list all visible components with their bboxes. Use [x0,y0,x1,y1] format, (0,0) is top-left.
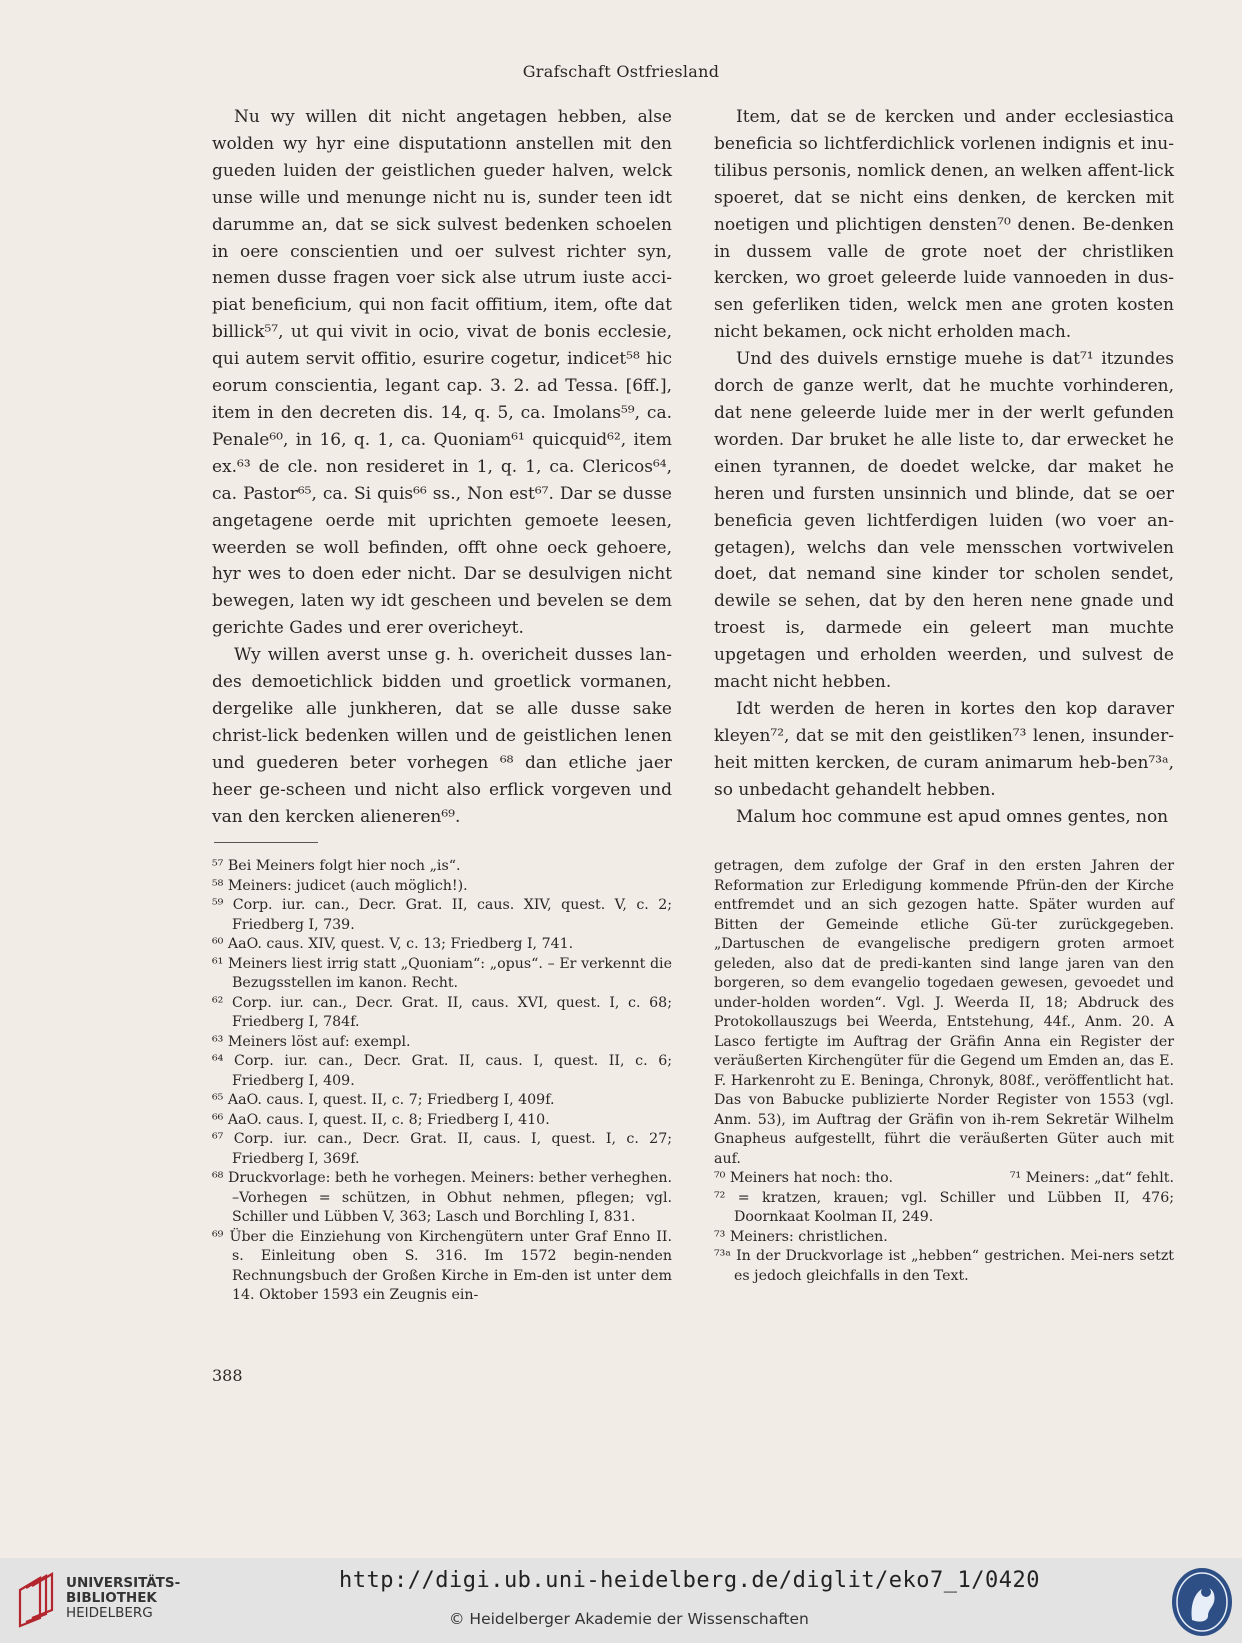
copyright-notice: © Heidelberger Akademie der Wissenschaften [449,1610,809,1628]
footnote: ⁷³ᵃ In der Druckvorlage ist „hebben“ gestrichen. Mei-ners setzt es jedoch gleichfalls in den Text. [714,1248,1174,1284]
paragraph: Malum hoc commune est apud omnes gentes, non [736,806,1169,827]
footnotes-left [212,857,672,1306]
footnote: ⁷² = kratzen, krauen; vgl. Schiller und Lübben II, 476; Doornkaat Koolman II, 249. [714,1189,1174,1225]
footnote: ⁷¹ Meiners: „dat“ fehlt. [1009,1170,1174,1186]
footnote: ⁶⁷ Corp. iur. can., Decr. Grat. II, caus. I, quest. I, c. 27; Friedberg I, 369f. [212,1131,672,1167]
paragraph: Wy willen averst unse g. h. overicheit dusses lan-des demoetichlick bidden und groetlick vormanen, dergelike alle junkheren, dat se alle dusse sake christ-lick bedenken willen und de geistlichen lenen und guederen beter vorhegen ⁶⁸ dan etliche jaer heer ge-scheen und nicht also erflick vorgeven und van den kercken alieneren⁶⁹. [212,645,672,827]
logo-line: HEIDELBERG [66,1605,153,1621]
footnote: ⁶² Corp. iur. can., Decr. Grat. II, caus. XVI, quest. I, c. 68; Friedberg I, 784f. [212,994,672,1030]
footnote-continuation: getragen, dem zufolge der Graf in den ersten Jahren der Reformation zur Erledigung kommende Pfrün-den der Kirche entfremdet und an sich gezogen hatte. Später wurden auf Bitten der Gemeinde etliche Gü-ter zurückgegeben. „Dartuschen de evangelische predigern groten armoet geleden, also dat de predi-kanten sind lange jaren van den borgeren, so dem evangelio togedaen gewesen, gevoedet und under-holden worden“. Vgl. J. Weerda II, 18; Abdruck des Protokollauszugs bei Weerda, Entstehung, 44f., Anm. 20. A Lasco fertigte im Auftrag der Gräfin Anna ein Register der veräußerten Kirchengüter für die Gegend um Emden an, das E. F. Harkenroht zu E. Beninga, Chronyk, 808f., veröffentlicht hat. Das von Babucke publizierte Norder Register von 1553 (vgl. Anm. 53), im Auftrag der Gräfin von ih-rem Sekretär Wilhelm Gnapheus aufgestellt, führt die veräußerten Güter auch mit auf. [714,858,1174,1167]
logo-line: UNIVERSITÄTS- [66,1575,181,1591]
footnote-separator [214,842,318,843]
paragraph: Idt werden de heren in kortes den kop daraver kleyen⁷², dat se mit den geistliken⁷³ lenen, insunder-heit mitten kercken, de curam animarum heb-ben⁷³ᵃ, so unbedacht gehandelt hebben. [714,698,1174,800]
paragraph: Nu wy willen dit nicht angetagen hebben, alse wolden wy hyr eine disputationn anstellen mit den gueden luiden der geistlichen gueder halven, welck unse wille und menunge nicht nu is, sunder teen idt darumme an, dat se sick sulvest bedenken schoelen in oere conscientien und oer sulvest richter syn, nemen dusse fragen voer sick alse utrum iuste acci-piat beneficium, qui non facit offitium, item, ofte dat billick⁵⁷, ut qui vivit in ocio, vivat de bonis ecclesie, qui autem servit offitio, esurire cogetur, indicet⁵⁸ hic eorum conscientia, legant cap. 3. 2. ad Tessa. [6ff.], item in den decreten dis. 14, q. 5, ca. Imolans⁵⁹, ca. Penale⁶⁰, in 16, q. 1, ca. Quoniam⁶¹ quicquid⁶², item ex.⁶³ de cle. non resideret in 1, q. 1, ca. Clericos⁶⁴, ca. Pastor⁶⁵, ca. Si quis⁶⁶ ss., Non est⁶⁷. Dar se dusse angetagene oerde mit uprichten gemoete leesen, weerden se woll befinden, offt ohne oeck gehoere, hyr wes to doen eder nicht. Dar se desulvigen nicht bewegen, laten wy idt gescheen und bevelen se dem gerichte Gades und erer overicheyt. [212,107,672,639]
footnote: ⁵⁷ Bei Meiners folgt hier noch „is“. [212,858,461,874]
footnote: ⁶¹ Meiners liest irrig statt „Quoniam“: „opus“. – Er verkennt die Bezugsstellen im kanon. Recht. [212,955,672,991]
logo-line: BIBLIOTHEK [66,1590,157,1606]
page-number: 388 [212,1366,243,1385]
footnote: ⁵⁹ Corp. iur. can., Decr. Grat. II, caus. XIV, quest. V, c. 2; Friedberg I, 739. [212,897,672,933]
footnote: ⁷⁰ Meiners hat noch: tho. [714,1170,893,1186]
footnote: ⁶⁰ AaO. caus. XIV, quest. V, c. 13; Friedberg I, 741. [212,936,574,952]
footnotes-right [714,857,1174,1286]
footnote: ⁵⁸ Meiners: judicet (auch möglich!). [212,877,468,894]
footnote-pair [714,1169,1174,1189]
running-title: Grafschaft Ostfriesland [522,62,720,81]
footnote: ⁶⁵ AaO. caus. I, quest. II, c. 7; Friedberg I, 409f. [212,1092,555,1108]
permalink-url[interactable]: http://digi.ub.uni-heidelberg.de/diglit/eko7_1/0420 [339,1568,1041,1593]
right-text-column [714,104,1174,830]
footnote: ⁶⁸ Druckvorlage: beth he vorhegen. Meiners: bether verheghen. –Vorhegen = schützen, in Obhut nehmen, pflegen; vgl. Schiller und Lübben V, 363; Lasch und Borchling I, 831. [212,1170,672,1225]
footnote: ⁶⁴ Corp. iur. can., Decr. Grat. II, caus. I, quest. II, c. 6; Friedberg I, 409. [212,1053,672,1089]
footnote: ⁶⁹ Über die Einziehung von Kirchengütern unter Graf Enno II. s. Einleitung oben S. 316. Im 1572 begin-nenden Rechnungsbuch der Großen Kirche in Em-den ist unter dem 14. Oktober 1593 ein Zeugnis ein- [212,1228,672,1303]
footnote: ⁶³ Meiners löst auf: exempl. [212,1033,411,1050]
academy-seal-icon [1168,1562,1236,1640]
library-logo-text [66,1576,180,1621]
paragraph: Und des duivels ernstige muehe is dat⁷¹ itzundes dorch de ganze werlt, dat he muchte vorhinderen, dat nene geleerde luide mer in der werlt gefunden worden. Dar bruket he alle liste to, dar erwecket he einen tyrannen, de doedet welcke, dar maket he heren und fursten unsinnich und blinde, dat se oer beneficia geven lichtferdigen luiden (wo voer an-getagen), welchs dan vele mensschen vortwivelen doet, dat nemand sine kinder tor scholen sendet, dewile se sehen, dat by den heren nene gnade und troest is, darmede ein geleert man muchte upgetagen und erholden weerden, und sulvest de macht nicht hebben. [714,349,1174,693]
footer-bar [0,1558,1242,1643]
library-logo-icon [14,1570,60,1630]
footnote: ⁶⁶ AaO. caus. I, quest. II, c. 8; Friedberg I, 410. [212,1111,550,1128]
left-text-column [212,104,672,830]
paragraph: Item, dat se de kercken und ander ecclesiastica beneficia so lichtferdichlick vorlenen indignis et inu-tilibus personis, nomlick denen, an welken affent-lick spoeret, dat se nicht eins denken, de kercken mit noetigen und plichtigen densten⁷⁰ denen. Be-denken in dussem valle de grote noet der christliken kercken, wo groet geleerde luide vannoeden in dus-sen geferliken tiden, welck men ane groten kosten nicht bekamen, ock nicht erholden mach. [714,107,1174,343]
footnote: ⁷³ Meiners: christlichen. [714,1228,888,1245]
